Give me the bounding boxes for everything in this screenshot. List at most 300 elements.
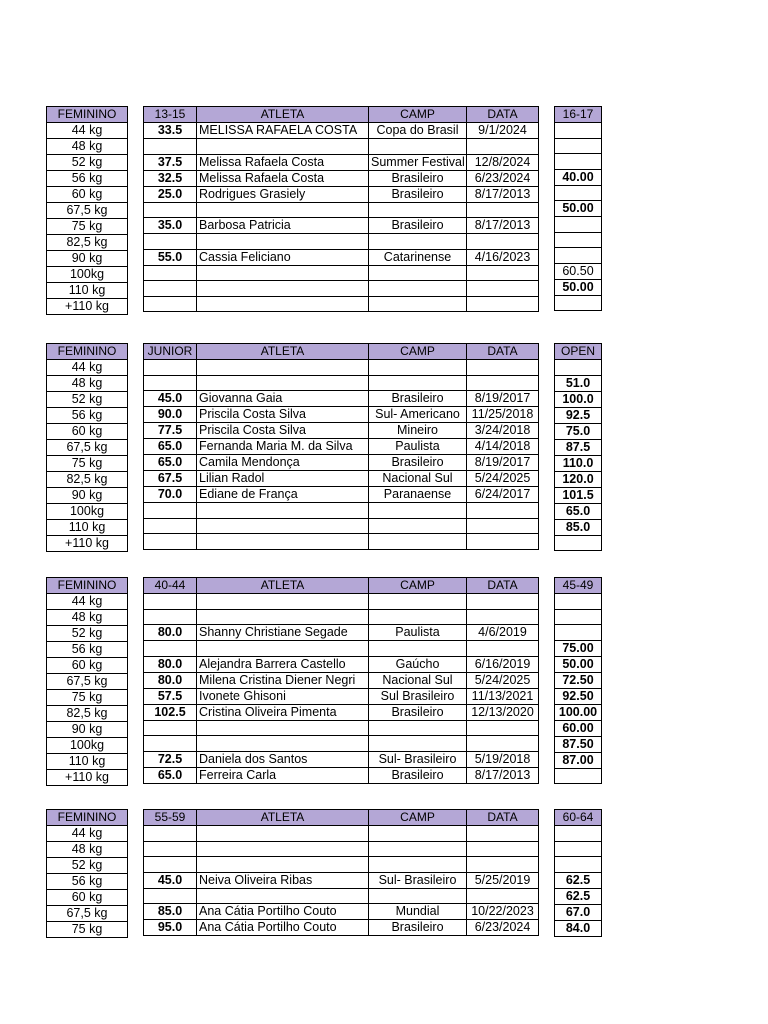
- weight-category-cell[interactable]: 82,5 kg: [47, 472, 128, 488]
- athlete-cell[interactable]: [197, 503, 369, 519]
- camp-cell[interactable]: Mundial: [369, 904, 467, 920]
- athlete-cell[interactable]: Giovanna Gaia: [197, 391, 369, 407]
- side-record-value-cell[interactable]: [555, 138, 602, 154]
- table-row: [555, 768, 602, 784]
- group-header-cell[interactable]: 55-59: [144, 810, 197, 826]
- table-row: [144, 439, 539, 455]
- weight-category-cell[interactable]: 48 kg: [47, 842, 128, 858]
- side-record-value-cell[interactable]: 120.0: [555, 471, 602, 487]
- side-record-value-cell[interactable]: 50.00: [555, 279, 602, 295]
- athlete-header-cell[interactable]: ATLETA: [197, 107, 369, 123]
- camp-cell[interactable]: [369, 594, 467, 610]
- group-header-cell[interactable]: JUNIOR: [144, 344, 197, 360]
- records-table: [143, 577, 539, 784]
- table-row: [555, 407, 602, 423]
- weight-category-cell[interactable]: 75 kg: [47, 456, 128, 472]
- side-record-value-cell[interactable]: 100.00: [555, 704, 602, 720]
- side-record-value-cell[interactable]: 65.0: [555, 503, 602, 519]
- side-record-value-cell[interactable]: 67.0: [555, 904, 602, 920]
- weight-category-cell[interactable]: 44 kg: [47, 123, 128, 139]
- athlete-cell[interactable]: Ana Cátia Portilho Couto: [197, 904, 369, 920]
- weight-category-cell[interactable]: 60 kg: [47, 658, 128, 674]
- record-value-cell[interactable]: [144, 534, 197, 550]
- weight-category-cell[interactable]: 44 kg: [47, 826, 128, 842]
- weight-category-cell[interactable]: 75 kg: [47, 922, 128, 938]
- side-record-value-cell[interactable]: [555, 248, 602, 264]
- date-cell[interactable]: [467, 841, 539, 857]
- camp-cell[interactable]: [369, 609, 467, 625]
- athlete-cell[interactable]: Ediane de França: [197, 487, 369, 503]
- weight-category-cell[interactable]: 56 kg: [47, 874, 128, 890]
- side-record-value-cell[interactable]: [555, 232, 602, 248]
- camp-cell[interactable]: Sul- Brasileiro: [369, 872, 467, 888]
- athlete-cell[interactable]: [197, 234, 369, 250]
- weight-category-cell[interactable]: 82,5 kg: [47, 706, 128, 722]
- table-row: [47, 906, 128, 922]
- athlete-cell[interactable]: Lilian Radol: [197, 471, 369, 487]
- weight-category-cell[interactable]: 48 kg: [47, 376, 128, 392]
- side-record-value-cell[interactable]: [555, 360, 602, 376]
- athlete-cell[interactable]: [197, 139, 369, 155]
- camp-cell[interactable]: Copa do Brasil: [369, 123, 467, 139]
- record-value-cell[interactable]: 77.5: [144, 423, 197, 439]
- record-value-cell[interactable]: 90.0: [144, 407, 197, 423]
- athlete-cell[interactable]: [197, 720, 369, 736]
- side-record-value-cell[interactable]: 100.0: [555, 391, 602, 407]
- date-cell[interactable]: [467, 375, 539, 391]
- date-cell[interactable]: 10/22/2023: [467, 904, 539, 920]
- records-table: [143, 106, 539, 312]
- date-cell[interactable]: 8/17/2013: [467, 186, 539, 202]
- date-cell[interactable]: [467, 296, 539, 312]
- camp-header-cell[interactable]: CAMP: [369, 107, 467, 123]
- weight-category-cell[interactable]: 67,5 kg: [47, 674, 128, 690]
- record-value-cell[interactable]: 67.5: [144, 471, 197, 487]
- weight-category-cell[interactable]: 90 kg: [47, 488, 128, 504]
- record-value-cell[interactable]: 35.0: [144, 218, 197, 234]
- weight-category-cell[interactable]: 48 kg: [47, 610, 128, 626]
- date-cell[interactable]: [467, 641, 539, 657]
- camp-cell[interactable]: [369, 736, 467, 752]
- table-row: [47, 299, 128, 315]
- date-header-cell[interactable]: DATA: [467, 344, 539, 360]
- record-value-cell[interactable]: 85.0: [144, 904, 197, 920]
- weight-category-cell[interactable]: 67,5 kg: [47, 440, 128, 456]
- side-record-value-cell[interactable]: 87.5: [555, 439, 602, 455]
- weight-category-cell[interactable]: 110 kg: [47, 520, 128, 536]
- athlete-header-cell[interactable]: ATLETA: [197, 810, 369, 826]
- athlete-cell[interactable]: Milena Cristina Diener Negri: [197, 672, 369, 688]
- table-row: [144, 186, 539, 202]
- table-row: [555, 169, 602, 185]
- date-header-cell[interactable]: DATA: [467, 578, 539, 594]
- record-value-cell[interactable]: [144, 826, 197, 842]
- side-record-value-cell[interactable]: 60.50: [555, 263, 602, 279]
- record-value-cell[interactable]: 70.0: [144, 487, 197, 503]
- table-row: [144, 503, 539, 519]
- athlete-header-cell[interactable]: ATLETA: [197, 344, 369, 360]
- side-record-value-cell[interactable]: 75.0: [555, 423, 602, 439]
- weight-category-cell[interactable]: 82,5 kg: [47, 235, 128, 251]
- athlete-cell[interactable]: Ivonete Ghisoni: [197, 688, 369, 704]
- camp-cell[interactable]: Sul- Brasileiro: [369, 751, 467, 767]
- camp-cell[interactable]: [369, 720, 467, 736]
- athlete-cell[interactable]: MELISSA RAFAELA COSTA: [197, 123, 369, 139]
- date-cell[interactable]: 12/8/2024: [467, 154, 539, 170]
- category-header-cell[interactable]: FEMININO: [47, 578, 128, 594]
- weight-category-cell[interactable]: 52 kg: [47, 626, 128, 642]
- record-value-cell[interactable]: [144, 296, 197, 312]
- side-record-value-cell[interactable]: [555, 535, 602, 551]
- camp-cell[interactable]: [369, 234, 467, 250]
- side-record-value-cell[interactable]: 60.00: [555, 720, 602, 736]
- athlete-cell[interactable]: Shanny Christiane Segade: [197, 625, 369, 641]
- camp-cell[interactable]: Mineiro: [369, 423, 467, 439]
- record-value-cell[interactable]: 102.5: [144, 704, 197, 720]
- date-cell[interactable]: [467, 534, 539, 550]
- date-cell[interactable]: [467, 888, 539, 904]
- group-header-cell[interactable]: 13-15: [144, 107, 197, 123]
- athlete-cell[interactable]: Ana Cátia Portilho Couto: [197, 920, 369, 936]
- weight-category-cell[interactable]: 44 kg: [47, 594, 128, 610]
- date-cell[interactable]: [467, 609, 539, 625]
- side-record-value-cell[interactable]: [555, 609, 602, 625]
- record-value-cell[interactable]: 65.0: [144, 439, 197, 455]
- side-record-value-cell[interactable]: 50.00: [555, 656, 602, 672]
- category-header-cell[interactable]: FEMININO: [47, 810, 128, 826]
- table-row: [555, 519, 602, 535]
- weight-category-cell[interactable]: +110 kg: [47, 299, 128, 315]
- date-cell[interactable]: 4/6/2019: [467, 625, 539, 641]
- date-cell[interactable]: 6/16/2019: [467, 656, 539, 672]
- camp-cell[interactable]: [369, 375, 467, 391]
- record-value-cell[interactable]: 37.5: [144, 154, 197, 170]
- athlete-cell[interactable]: Neiva Oliveira Ribas: [197, 872, 369, 888]
- weight-category-cell[interactable]: 100kg: [47, 504, 128, 520]
- athlete-cell[interactable]: [197, 609, 369, 625]
- date-cell[interactable]: 5/24/2025: [467, 471, 539, 487]
- category-header-cell[interactable]: FEMININO: [47, 107, 128, 123]
- side-record-value-cell[interactable]: [555, 594, 602, 610]
- date-cell[interactable]: [467, 360, 539, 376]
- camp-cell[interactable]: [369, 265, 467, 281]
- date-cell[interactable]: 12/13/2020: [467, 704, 539, 720]
- athlete-cell[interactable]: [197, 888, 369, 904]
- athlete-cell[interactable]: [197, 202, 369, 218]
- record-value-cell[interactable]: [144, 857, 197, 873]
- athlete-cell[interactable]: [197, 281, 369, 297]
- athlete-cell[interactable]: Rodrigues Grasiely: [197, 186, 369, 202]
- athlete-cell[interactable]: [197, 857, 369, 873]
- date-cell[interactable]: [467, 736, 539, 752]
- record-value-cell[interactable]: 95.0: [144, 920, 197, 936]
- weight-category-table: [46, 577, 128, 786]
- side-record-value-cell[interactable]: [555, 185, 602, 201]
- side-record-value-cell[interactable]: [555, 295, 602, 311]
- camp-cell[interactable]: [369, 534, 467, 550]
- camp-cell[interactable]: Nacional Sul: [369, 471, 467, 487]
- record-value-cell[interactable]: [144, 609, 197, 625]
- athlete-cell[interactable]: Barbosa Patricia: [197, 218, 369, 234]
- record-value-cell[interactable]: [144, 641, 197, 657]
- side-record-value-cell[interactable]: 92.5: [555, 407, 602, 423]
- date-cell[interactable]: [467, 518, 539, 534]
- side-record-value-cell[interactable]: [555, 857, 602, 873]
- athlete-cell[interactable]: [197, 736, 369, 752]
- date-header-cell[interactable]: DATA: [467, 810, 539, 826]
- athlete-cell[interactable]: [197, 534, 369, 550]
- weight-category-cell[interactable]: 56 kg: [47, 642, 128, 658]
- camp-header-cell[interactable]: CAMP: [369, 578, 467, 594]
- record-value-cell[interactable]: 57.5: [144, 688, 197, 704]
- camp-header-cell[interactable]: CAMP: [369, 344, 467, 360]
- side-record-value-cell[interactable]: [555, 625, 602, 641]
- weight-category-cell[interactable]: +110 kg: [47, 770, 128, 786]
- camp-cell[interactable]: [369, 281, 467, 297]
- camp-cell[interactable]: Brasileiro: [369, 920, 467, 936]
- athlete-cell[interactable]: Priscila Costa Silva: [197, 423, 369, 439]
- side-record-value-cell[interactable]: 85.0: [555, 519, 602, 535]
- table-row: [47, 283, 128, 299]
- weight-category-cell[interactable]: 100kg: [47, 738, 128, 754]
- side-group-header-cell[interactable]: 16-17: [555, 107, 602, 123]
- date-cell[interactable]: 6/23/2024: [467, 920, 539, 936]
- camp-cell[interactable]: [369, 641, 467, 657]
- date-cell[interactable]: [467, 234, 539, 250]
- side-group-header-cell[interactable]: 60-64: [555, 810, 602, 826]
- camp-cell[interactable]: Brasileiro: [369, 391, 467, 407]
- date-cell[interactable]: 11/13/2021: [467, 688, 539, 704]
- camp-cell[interactable]: Nacional Sul: [369, 672, 467, 688]
- weight-category-cell[interactable]: 56 kg: [47, 408, 128, 424]
- athlete-cell[interactable]: [197, 594, 369, 610]
- camp-cell[interactable]: Brasileiro: [369, 218, 467, 234]
- weight-category-cell[interactable]: 67,5 kg: [47, 203, 128, 219]
- side-group-header-cell[interactable]: 45-49: [555, 578, 602, 594]
- record-value-cell[interactable]: 25.0: [144, 186, 197, 202]
- athlete-cell[interactable]: [197, 375, 369, 391]
- record-value-cell[interactable]: [144, 375, 197, 391]
- table-row: [47, 722, 128, 738]
- record-value-cell[interactable]: [144, 594, 197, 610]
- table-row: [555, 736, 602, 752]
- athlete-cell[interactable]: Fernanda Maria M. da Silva: [197, 439, 369, 455]
- camp-cell[interactable]: Brasileiro: [369, 455, 467, 471]
- side-record-value-cell[interactable]: [555, 768, 602, 784]
- date-header-cell[interactable]: DATA: [467, 107, 539, 123]
- athlete-cell[interactable]: [197, 641, 369, 657]
- table-row: [144, 688, 539, 704]
- side-record-value-cell[interactable]: 75.00: [555, 640, 602, 656]
- camp-cell[interactable]: [369, 826, 467, 842]
- camp-cell[interactable]: Catarinense: [369, 249, 467, 265]
- side-record-value-cell[interactable]: 101.5: [555, 487, 602, 503]
- weight-category-cell[interactable]: 75 kg: [47, 690, 128, 706]
- date-cell[interactable]: 8/19/2017: [467, 455, 539, 471]
- date-cell[interactable]: 6/23/2024: [467, 170, 539, 186]
- weight-category-cell[interactable]: 44 kg: [47, 360, 128, 376]
- athlete-cell[interactable]: [197, 841, 369, 857]
- athlete-cell[interactable]: [197, 518, 369, 534]
- camp-cell[interactable]: Paulista: [369, 439, 467, 455]
- camp-cell[interactable]: Brasileiro: [369, 186, 467, 202]
- side-record-value-cell[interactable]: 84.0: [555, 920, 602, 936]
- weight-category-cell[interactable]: 48 kg: [47, 139, 128, 155]
- weight-category-cell[interactable]: 52 kg: [47, 392, 128, 408]
- group-header-cell[interactable]: 40-44: [144, 578, 197, 594]
- table-row: [144, 872, 539, 888]
- athlete-cell[interactable]: [197, 296, 369, 312]
- athlete-cell[interactable]: Melissa Rafaela Costa: [197, 170, 369, 186]
- date-cell[interactable]: 5/25/2019: [467, 872, 539, 888]
- date-cell[interactable]: 5/24/2025: [467, 672, 539, 688]
- weight-category-cell[interactable]: 60 kg: [47, 187, 128, 203]
- record-value-cell[interactable]: [144, 720, 197, 736]
- side-record-value-cell[interactable]: 87.50: [555, 736, 602, 752]
- camp-cell[interactable]: [369, 202, 467, 218]
- record-value-cell[interactable]: 80.0: [144, 656, 197, 672]
- weight-category-cell[interactable]: 60 kg: [47, 890, 128, 906]
- date-cell[interactable]: 11/25/2018: [467, 407, 539, 423]
- weight-category-cell[interactable]: 52 kg: [47, 858, 128, 874]
- camp-cell[interactable]: [369, 857, 467, 873]
- record-value-cell[interactable]: 32.5: [144, 170, 197, 186]
- date-cell[interactable]: 4/16/2023: [467, 249, 539, 265]
- date-cell[interactable]: [467, 139, 539, 155]
- camp-cell[interactable]: [369, 518, 467, 534]
- camp-cell[interactable]: [369, 503, 467, 519]
- date-cell[interactable]: [467, 265, 539, 281]
- weight-category-cell[interactable]: 100kg: [47, 267, 128, 283]
- camp-cell[interactable]: [369, 139, 467, 155]
- weight-category-cell[interactable]: 60 kg: [47, 424, 128, 440]
- athlete-cell[interactable]: Ferreira Carla: [197, 767, 369, 783]
- side-record-value-cell[interactable]: [555, 841, 602, 857]
- athlete-cell[interactable]: Alejandra Barrera Castello: [197, 656, 369, 672]
- camp-cell[interactable]: Brasileiro: [369, 170, 467, 186]
- record-value-cell[interactable]: [144, 888, 197, 904]
- camp-cell[interactable]: Brasileiro: [369, 704, 467, 720]
- athlete-cell[interactable]: Daniela dos Santos: [197, 751, 369, 767]
- date-cell[interactable]: 8/17/2013: [467, 218, 539, 234]
- record-value-cell[interactable]: 80.0: [144, 672, 197, 688]
- camp-cell[interactable]: Paulista: [369, 625, 467, 641]
- date-cell[interactable]: 5/19/2018: [467, 751, 539, 767]
- camp-header-cell[interactable]: CAMP: [369, 810, 467, 826]
- record-value-cell[interactable]: 65.0: [144, 767, 197, 783]
- record-value-cell[interactable]: 65.0: [144, 455, 197, 471]
- record-value-cell[interactable]: [144, 265, 197, 281]
- camp-cell[interactable]: [369, 841, 467, 857]
- side-record-value-cell[interactable]: 72.50: [555, 672, 602, 688]
- weight-category-cell[interactable]: 56 kg: [47, 171, 128, 187]
- side-record-value-cell[interactable]: 62.5: [555, 872, 602, 888]
- record-value-cell[interactable]: 45.0: [144, 872, 197, 888]
- record-value-cell[interactable]: 80.0: [144, 625, 197, 641]
- record-value-cell[interactable]: 55.0: [144, 249, 197, 265]
- record-value-cell[interactable]: [144, 503, 197, 519]
- camp-cell[interactable]: Brasileiro: [369, 767, 467, 783]
- athlete-cell[interactable]: Camila Mendonça: [197, 455, 369, 471]
- weight-category-cell[interactable]: 52 kg: [47, 155, 128, 171]
- date-cell[interactable]: [467, 594, 539, 610]
- athlete-cell[interactable]: Priscila Costa Silva: [197, 407, 369, 423]
- date-cell[interactable]: 3/24/2018: [467, 423, 539, 439]
- date-cell[interactable]: [467, 503, 539, 519]
- weight-category-cell[interactable]: 75 kg: [47, 219, 128, 235]
- date-cell[interactable]: 8/19/2017: [467, 391, 539, 407]
- date-cell[interactable]: 8/17/2013: [467, 767, 539, 783]
- record-value-cell[interactable]: [144, 202, 197, 218]
- side-record-value-cell[interactable]: [555, 826, 602, 842]
- side-record-value-cell[interactable]: 50.00: [555, 201, 602, 217]
- record-value-cell[interactable]: [144, 139, 197, 155]
- weight-category-cell[interactable]: 110 kg: [47, 754, 128, 770]
- camp-cell[interactable]: Sul Brasileiro: [369, 688, 467, 704]
- camp-cell[interactable]: Gaúcho: [369, 656, 467, 672]
- record-value-cell[interactable]: 45.0: [144, 391, 197, 407]
- date-cell[interactable]: [467, 281, 539, 297]
- record-value-cell[interactable]: [144, 281, 197, 297]
- athlete-header-cell[interactable]: ATLETA: [197, 578, 369, 594]
- weight-category-cell[interactable]: 67,5 kg: [47, 906, 128, 922]
- record-value-cell[interactable]: [144, 736, 197, 752]
- athlete-cell[interactable]: Cassia Feliciano: [197, 249, 369, 265]
- side-record-value-cell[interactable]: [555, 217, 602, 233]
- side-record-value-cell[interactable]: 51.0: [555, 375, 602, 391]
- side-record-value-cell[interactable]: 40.00: [555, 169, 602, 185]
- date-cell[interactable]: [467, 826, 539, 842]
- athlete-cell[interactable]: [197, 826, 369, 842]
- record-value-cell[interactable]: [144, 518, 197, 534]
- weight-category-cell[interactable]: 110 kg: [47, 283, 128, 299]
- date-cell[interactable]: 9/1/2024: [467, 123, 539, 139]
- date-cell[interactable]: 4/14/2018: [467, 439, 539, 455]
- camp-cell[interactable]: Paranaense: [369, 487, 467, 503]
- athlete-cell[interactable]: Melissa Rafaela Costa: [197, 154, 369, 170]
- side-record-value-cell[interactable]: 62.5: [555, 888, 602, 904]
- side-record-value-cell[interactable]: 110.0: [555, 455, 602, 471]
- weight-category-cell[interactable]: 90 kg: [47, 722, 128, 738]
- record-value-cell[interactable]: 72.5: [144, 751, 197, 767]
- weight-category-cell[interactable]: 90 kg: [47, 251, 128, 267]
- side-record-value-cell[interactable]: [555, 123, 602, 139]
- weight-category-cell[interactable]: +110 kg: [47, 536, 128, 552]
- record-value-cell[interactable]: [144, 360, 197, 376]
- camp-cell[interactable]: [369, 296, 467, 312]
- date-cell[interactable]: 6/24/2017: [467, 487, 539, 503]
- side-record-value-cell[interactable]: 92.50: [555, 688, 602, 704]
- camp-cell[interactable]: [369, 360, 467, 376]
- record-value-cell[interactable]: [144, 841, 197, 857]
- athlete-cell[interactable]: Cristina Oliveira Pimenta: [197, 704, 369, 720]
- record-value-cell[interactable]: 33.5: [144, 123, 197, 139]
- camp-cell[interactable]: Summer Festival: [369, 154, 467, 170]
- athlete-cell[interactable]: [197, 265, 369, 281]
- header-row: [555, 810, 602, 826]
- date-cell[interactable]: [467, 857, 539, 873]
- category-header-cell[interactable]: FEMININO: [47, 344, 128, 360]
- side-record-value-cell[interactable]: 87.00: [555, 752, 602, 768]
- date-cell[interactable]: [467, 720, 539, 736]
- side-record-value-cell[interactable]: [555, 154, 602, 170]
- record-value-cell[interactable]: [144, 234, 197, 250]
- date-cell[interactable]: [467, 202, 539, 218]
- camp-cell[interactable]: Sul- Americano: [369, 407, 467, 423]
- side-group-header-cell[interactable]: OPEN: [555, 344, 602, 360]
- camp-cell[interactable]: [369, 888, 467, 904]
- athlete-cell[interactable]: [197, 360, 369, 376]
